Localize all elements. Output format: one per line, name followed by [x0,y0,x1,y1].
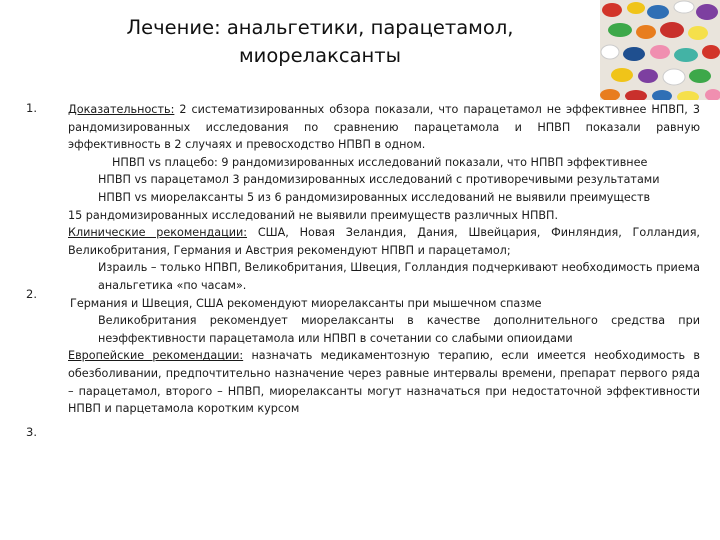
slide-title-line-2: миорелаксанты [238,44,402,67]
item-1-line-3: НПВП vs парацетамол 3 рандомизированных исследований с противоречивыми результатами [98,173,660,187]
item-2-line-4: Великобритания рекомендует миорелаксанты в качестве дополнительного средства при неэффективности парацетамола или НПВП в сочетании со слабыми опиоидами [98,314,700,345]
item-2-lead: Клинические рекомендации: [68,226,248,240]
item-number-3: 3. [26,425,37,439]
item-3-line-1: назначать медикаментозную терапию, если имеется необходимость в обезболивании, предпочтительно назначение через равные интервалы времени, препарат первого ряда – парацетамол, второго – НПВП, миорелаксанты могут назначаться при недостаточной эффективности НПВП и парцетамола коротким курсом [68,349,700,416]
item-2-recommendations [68,224,700,259]
item-1-lead: Доказательность: [68,103,175,116]
item-number-2: 2. [26,287,37,301]
item-3-lead: Европейские рекомендации: [68,349,244,363]
pills-icon [600,0,720,100]
item-3-european [68,347,700,417]
item-1-line-1: 2 систематизированных обзора показали, что парацетамол не эффективнее НПВП, 3 рандомизированных исследования по сравнению парацетамола и НПВП показали равную эффективность в 2 случаях и превосходство НПВП в одном. [68,103,700,152]
item-1-evidence [68,101,700,154]
pills-photo [600,0,720,100]
slide-title-line-1: Лечение: анальгетики, парацетамол, [126,16,514,39]
slide-title [60,14,580,70]
item-1-line-4: НПВП vs миорелаксанты 5 из 6 рандомизированных исследований не выявили преимуществ [98,190,651,204]
item-2-line-1: США, Новая Зеландия, Дания, Швейцария, Финляндия, Голландия, Великобритания, Германия и Австрия рекомендуют НПВП и парацетамол; [68,226,700,257]
item-number-1: 1. [26,101,37,115]
item-2-line-3: Германия и Швеция, США рекомендуют миорелаксанты при мышечном спазме [70,296,542,310]
items-list [68,101,700,418]
item-1-line-2: НПВП vs плацебо: 9 рандомизированных исследований показали, что НПВП эффективнее [112,155,648,169]
item-1-line-5: 15 рандомизированных исследований не выявили преимуществ различных НПВП. [68,208,559,222]
item-2-line-2: Израиль – только НПВП, Великобритания, Швеция, Голландия подчеркивают необходимость приема анальгетика «по часам». [98,261,700,292]
